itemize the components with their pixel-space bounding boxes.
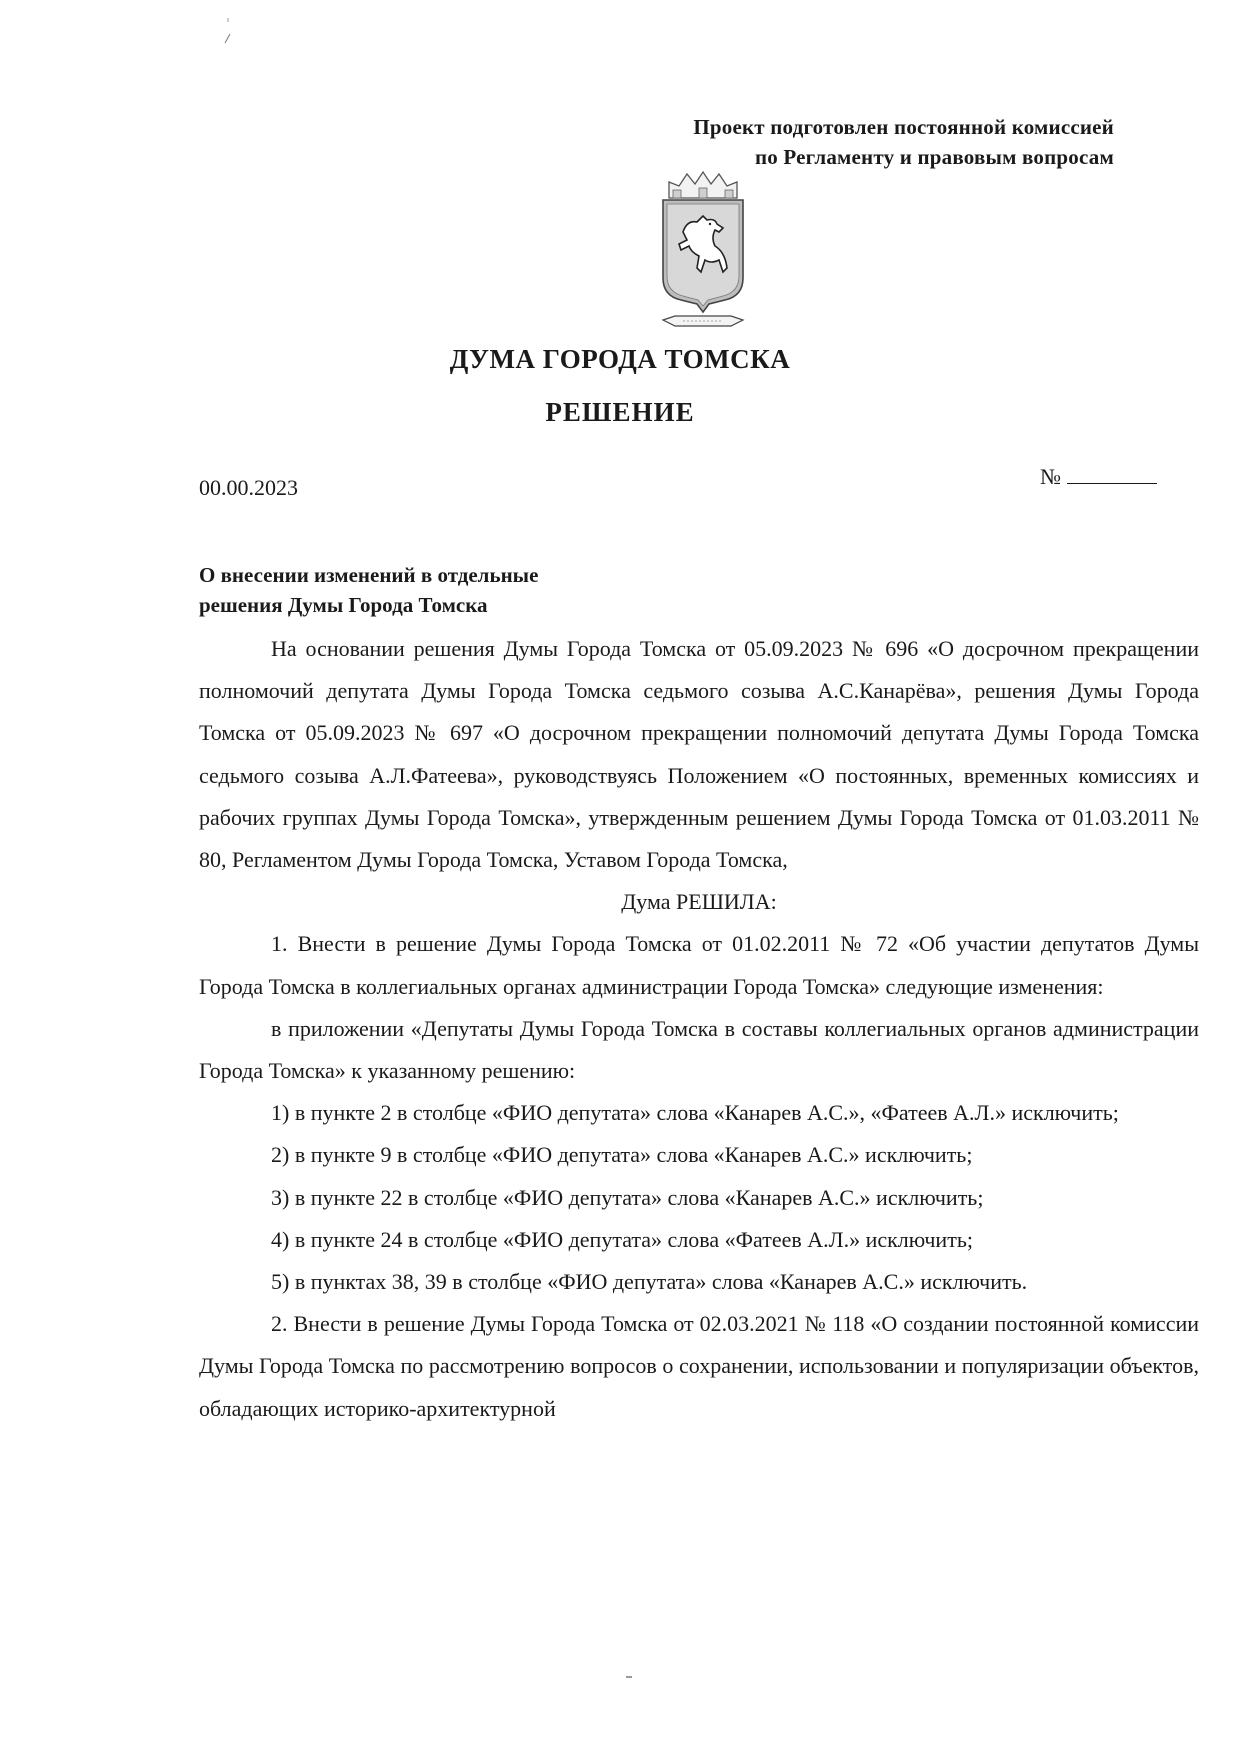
item-1-paragraph: 1. Внести в решение Думы Города Томска от 01.02.2011 № 72 «Об участии депутатов Думы Города Томска в коллегиальных органах администрации Города Томска» следующие изменения: xyxy=(199,931,1199,999)
subitem-3-paragraph: 3) в пункте 22 в столбце «ФИО депутата» слова «Канарев А.С.» исключить; xyxy=(271,1184,984,1210)
tomsk-coat-of-arms-icon xyxy=(653,168,753,338)
subitem-1-paragraph: 1) в пункте 2 в столбце «ФИО депутата» слова «Канарев А.С.», «Фатеев А.Л.» исключить; xyxy=(271,1100,1119,1126)
subject-line-2: решения Думы Города Томска xyxy=(199,593,488,617)
subitem-4-paragraph: 4) в пункте 24 в столбце «ФИО депутата» слова «Фатеев А.Л.» исключить; xyxy=(271,1226,973,1252)
scan-dot-icon xyxy=(626,1676,632,1678)
decision-subject xyxy=(199,560,759,620)
prepared-by-note xyxy=(693,112,1114,172)
preamble-paragraph: На основании решения Думы Города Томска от 05.09.2023 № 696 «О досрочном прекращении полномочий депутата Думы Города Томска седьмого созыва А.С.Канарёва», решения Думы Города Томска от 05.09.2023 № 697 «О досрочном прекращении полномочий депутата Думы Города Томска седьмого созыва А.Л.Фатеева», руководствуясь Положением «О постоянных, временных комиссиях и рабочих группах Думы Города Томска», утвержденным решением Думы Города Томска от 01.03.2011 № 80, Регламентом Думы Города Томска, Уставом Города Томска, xyxy=(199,636,1199,873)
council-name: ДУМА ГОРОДА ТОМСКА xyxy=(449,344,791,374)
decision-number xyxy=(1040,464,1157,490)
number-label: № xyxy=(1040,464,1061,489)
prepared-line-2: по Регламенту и правовым вопросам xyxy=(754,145,1114,169)
prepared-line-1: Проект подготовлен постоянной комиссией xyxy=(693,115,1114,139)
item-2-paragraph: 2. Внести в решение Думы Города Томска от 02.03.2021 № 118 «О создании постоянной комиссии Думы Города Томска по рассмотрению вопросов о сохранении, использовании и популяризации объектов, обладающих историко-архитектурной xyxy=(199,1311,1199,1421)
item-1-intro-paragraph: в приложении «Депутаты Думы Города Томска в составы коллегиальных органов администрации Города Томска» к указанному решению: xyxy=(199,1015,1199,1084)
decision-body xyxy=(199,628,1199,1430)
resolved-heading: Дума РЕШИЛА: xyxy=(621,889,777,915)
subitem-5-paragraph: 5) в пунктах 38, 39 в столбце «ФИО депутата» слова «Канарев А.С.» исключить. xyxy=(271,1269,1028,1295)
decision-date: 00.00.2023 xyxy=(199,475,298,500)
subject-line-1: О внесении изменений в отдельные xyxy=(199,563,539,587)
document-type: РЕШЕНИЕ xyxy=(545,397,695,427)
subitem-2-paragraph: 2) в пункте 9 в столбце «ФИО депутата» слова «Канарев А.С.» исключить; xyxy=(271,1142,973,1168)
number-blank-line xyxy=(1067,465,1157,484)
scan-mark-icon xyxy=(222,16,234,46)
